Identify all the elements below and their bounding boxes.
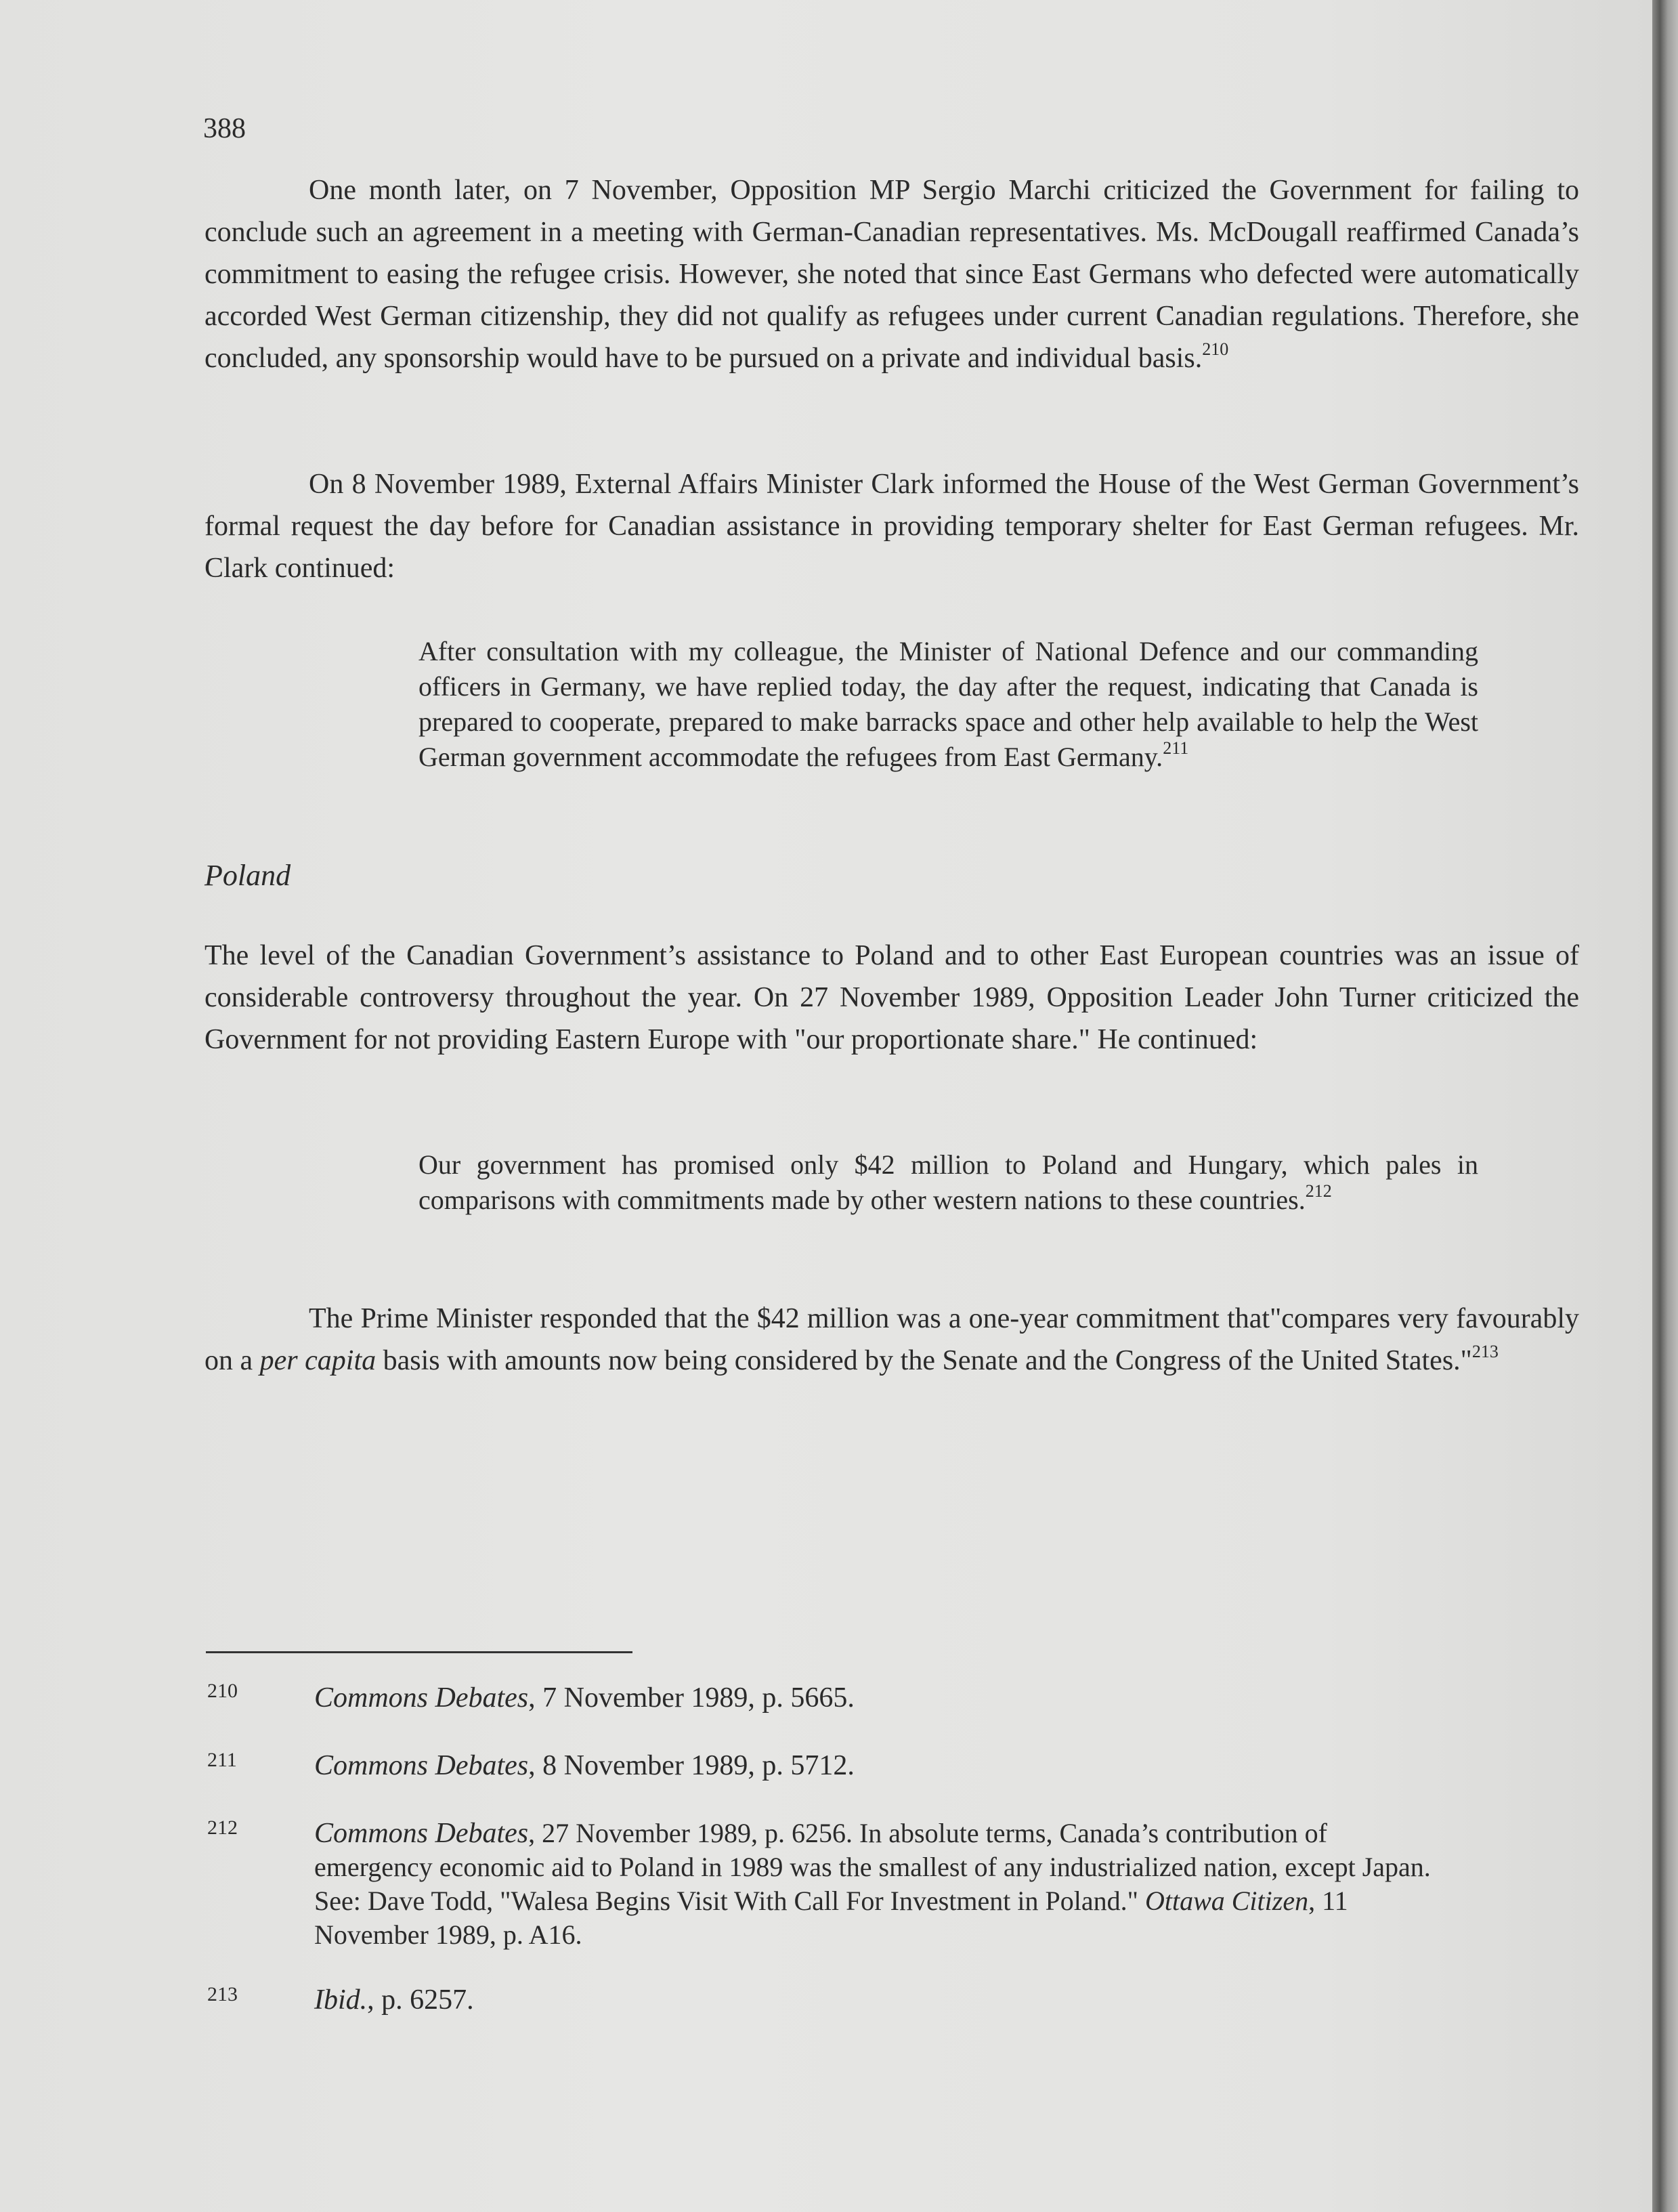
footnote-detail: , 7 November 1989, p. 5665. <box>528 1682 855 1714</box>
footnote-number: 213 <box>207 1983 238 2005</box>
quote-text: Our government has promised only $42 million to Poland and Hungary, which pales in comparisons with commitments made by other western nations to these countries. <box>418 1149 1478 1215</box>
paragraph-poland-assistance <box>205 935 1579 1061</box>
paragraph-text: The Prime Minister responded that the $42 million was a one-year commitment that"compares very favourably on a <box>205 1303 1579 1376</box>
footnote-213 <box>314 1983 1438 2017</box>
footnote-ref: 212 <box>1305 1181 1332 1201</box>
paragraph-clark-statement <box>205 463 1579 589</box>
footnote-source: Ibid. <box>314 1984 368 2016</box>
page-number: 388 <box>203 113 246 144</box>
footnote-divider <box>206 1651 632 1653</box>
footnote-ref: 210 <box>1202 339 1229 359</box>
footnote-ref: 213 <box>1471 1342 1499 1361</box>
block-quote-turner <box>418 1147 1478 1218</box>
footnote-detail: , p. 6257. <box>367 1984 474 2016</box>
paragraph-prime-minister-response <box>205 1298 1579 1382</box>
footnote-number: 210 <box>207 1680 238 1702</box>
footnote-source: Commons Debates <box>314 1750 529 1781</box>
footnote-210 <box>314 1681 1438 1715</box>
italic-phrase: per capita <box>259 1345 377 1376</box>
paragraph-text: On 8 November 1989, External Affairs Minister Clark informed the House of the West German Government’s formal request the day before for Canadian assistance in providing temporary shelter for East German refugees. Mr. Clark continued: <box>205 469 1579 584</box>
footnote-newspaper: Ottawa Citizen <box>1144 1886 1309 1916</box>
footnote-source: Commons Debates <box>314 1818 529 1849</box>
paragraph-text: The level of the Canadian Government’s assistance to Poland and to other East European countries was an issue of considerable controversy throughout the year. On 27 November 1989, Opposition Leader John Turner criticized the Government for not providing Eastern Europe with "our proportionate share." He continued: <box>205 940 1579 1055</box>
paragraph-marchi-criticism <box>205 169 1579 379</box>
footnote-ref: 211 <box>1163 738 1189 758</box>
block-quote-clark <box>418 634 1478 775</box>
footnote-212 <box>314 1816 1438 1952</box>
section-heading-poland: Poland <box>205 859 291 892</box>
footnote-number: 211 <box>207 1749 237 1771</box>
paragraph-text: basis with amounts now being considered by the Senate and the Congress of the United States." <box>376 1345 1472 1376</box>
footnote-211 <box>314 1749 1438 1783</box>
footnote-detail: , 8 November 1989, p. 5712. <box>528 1750 855 1781</box>
quote-text: After consultation with my colleague, the Minister of National Defence and our commanding officers in Germany, we have replied today, the day after the request, indicating that Canada is prepared to cooperate, prepared to make barracks space and other help available to help the West German government accommodate the refugees from East Germany. <box>418 636 1478 772</box>
footnote-number: 212 <box>207 1816 238 1839</box>
footnote-tail: , 11 November 1989, p. A16. <box>314 1886 1348 1950</box>
footnote-detail: , 27 November 1989, p. 6256. In absolute terms, Canada’s contribution of emergency economic aid to Poland in 1989 was the smallest of any industrialized nation, except Japan. See: Dave Todd, "Walesa Begins Visit With Call For Investment in Poland." <box>314 1818 1431 1916</box>
page-binding-edge <box>1652 0 1678 2212</box>
paragraph-text: One month later, on 7 November, Opposition MP Sergio Marchi criticized the Government for failing to conclude such an agreement in a meeting with German-Canadian representatives. Ms. McDougall reaffirmed Canada’s commitment to easing the refugee crisis. However, she noted that since East Germans who defected were automatically accorded West German citizenship, they did not qualify as refugees under current Canadian regulations. Therefore, she concluded, any sponsorship would have to be pursued on a private and individual basis. <box>205 175 1579 374</box>
footnote-source: Commons Debates <box>314 1682 529 1714</box>
